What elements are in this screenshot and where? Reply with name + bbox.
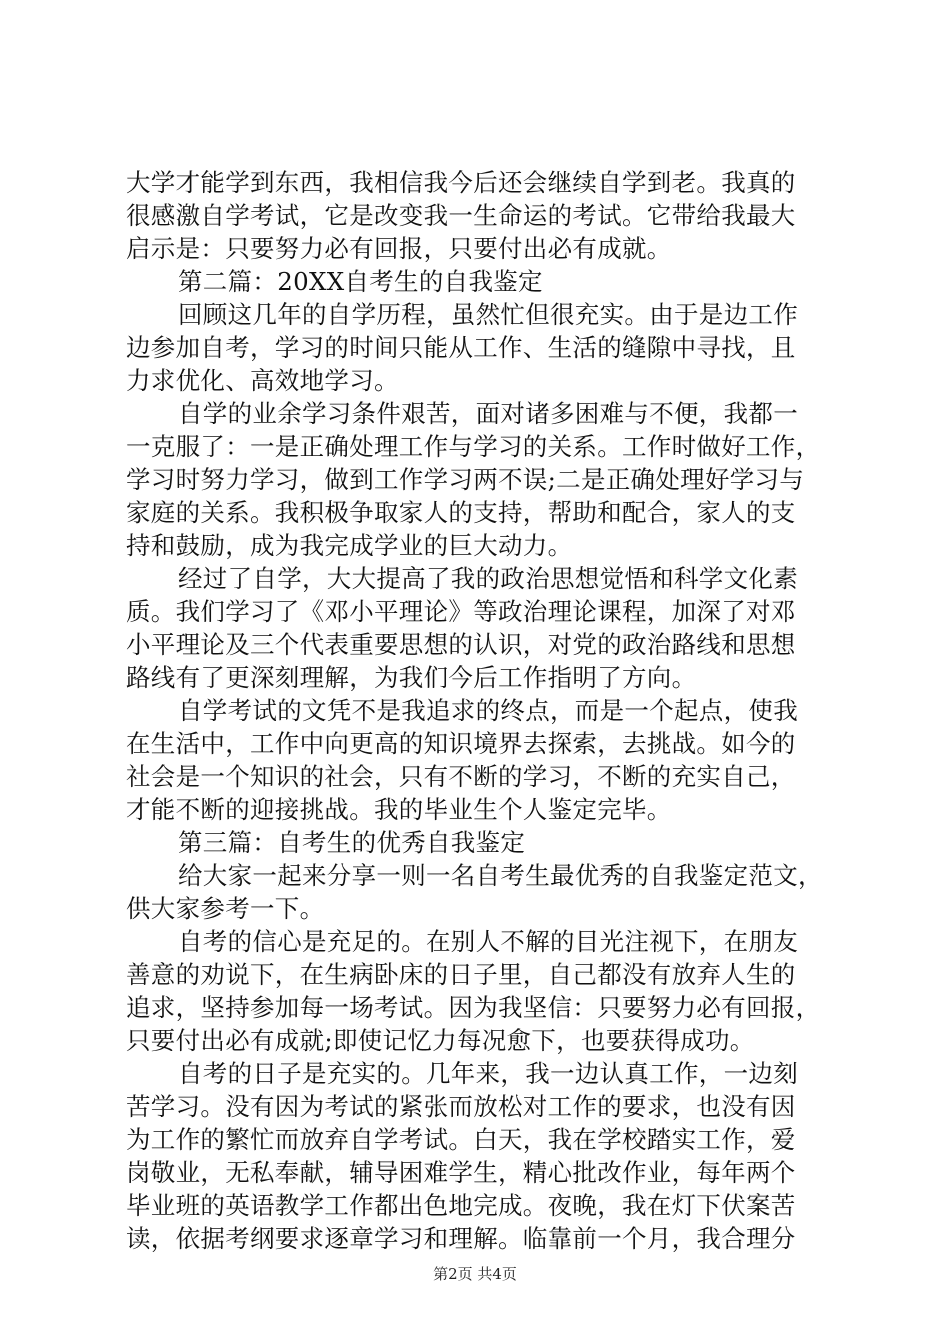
text-line: 很感激自学考试，它是改变我一生命运的考试。它带给我最大: [126, 201, 796, 230]
text-line: 第二篇：20XX自考生的自我鉴定: [178, 267, 543, 296]
text-line: 给大家一起来分享一则一名自考生最优秀的自我鉴定范文，: [178, 861, 823, 890]
text-line: 力求优化、高效地学习。: [126, 366, 399, 395]
text-line: 第三篇：自考生的优秀自我鉴定: [178, 828, 526, 857]
text-line: 自考的日子是充实的。几年来，我一边认真工作，一边刻: [178, 1059, 798, 1088]
text-line: 自学的业余学习条件艰苦，面对诸多困难与不便，我都一: [178, 399, 798, 428]
text-line: 持和鼓励，成为我完成学业的巨大动力。: [126, 531, 573, 560]
text-line: 大学才能学到东西，我相信我今后还会继续自学到老。我真的: [126, 168, 796, 197]
text-line: 善意的劝说下，在生病卧床的日子里，自己都没有放弃人生的: [126, 960, 796, 989]
text-line: 质。我们学习了《邓小平理论》等政治理论课程，加深了对邓: [126, 597, 796, 626]
text-line: 路线有了更深刻理解，为我们今后工作指明了方向。: [126, 663, 697, 692]
text-line: 为工作的繁忙而放弃自学考试。白天，我在学校踏实工作，爱: [126, 1125, 796, 1154]
text-line: 启示是：只要努力必有回报，只要付出必有成就。: [126, 234, 672, 263]
text-line: 自考的信心是充足的。在别人不解的目光注视下，在朋友: [178, 927, 798, 956]
text-line: 才能不断的迎接挑战。我的毕业生个人鉴定完毕。: [126, 795, 672, 824]
page-footer: 第2页 共4页: [433, 1265, 517, 1283]
text-line: 回顾这几年的自学历程，虽然忙但很充实。由于是边工作: [178, 300, 798, 329]
text-line: 学习时努力学习，做到工作学习两不误;二是正确处理好学习与: [126, 465, 805, 494]
text-line: 经过了自学，大大提高了我的政治思想觉悟和科学文化素: [178, 564, 798, 593]
text-line: 自学考试的文凭不是我追求的终点，而是一个起点，使我: [178, 696, 798, 725]
text-line: 小平理论及三个代表重要思想的认识，对党的政治路线和思想: [126, 630, 796, 659]
text-line: 边参加自考，学习的时间只能从工作、生活的缝隙中寻找，且: [126, 333, 796, 362]
text-line: 只要付出必有成就;即使记忆力每况愈下，也要获得成功。: [126, 1026, 755, 1055]
text-line: 家庭的关系。我积极争取家人的支持，帮助和配合，家人的支: [126, 498, 796, 527]
text-line: 追求，坚持参加每一场考试。因为我坚信：只要努力必有回报，: [126, 993, 821, 1022]
text-line: 毕业班的英语教学工作都出色地完成。夜晚，我在灯下伏案苦: [126, 1191, 796, 1220]
text-line: 供大家参考一下。: [126, 894, 325, 923]
text-line: 苦学习。没有因为考试的紧张而放松对工作的要求，也没有因: [126, 1092, 796, 1121]
document-body: [126, 166, 826, 1255]
text-line: 读，依据考纲要求逐章学习和理解。临靠前一个月，我合理分: [126, 1224, 796, 1253]
text-line: 社会是一个知识的社会，只有不断的学习，不断的充实自己，: [126, 762, 796, 791]
text-line: 一克服了：一是正确处理工作与学习的关系。工作时做好工作，: [126, 432, 821, 461]
text-line: 在生活中，工作中向更高的知识境界去探索，去挑战。如今的: [126, 729, 796, 758]
text-line: 岗敬业，无私奉献，辅导困难学生，精心批改作业，每年两个: [126, 1158, 796, 1187]
